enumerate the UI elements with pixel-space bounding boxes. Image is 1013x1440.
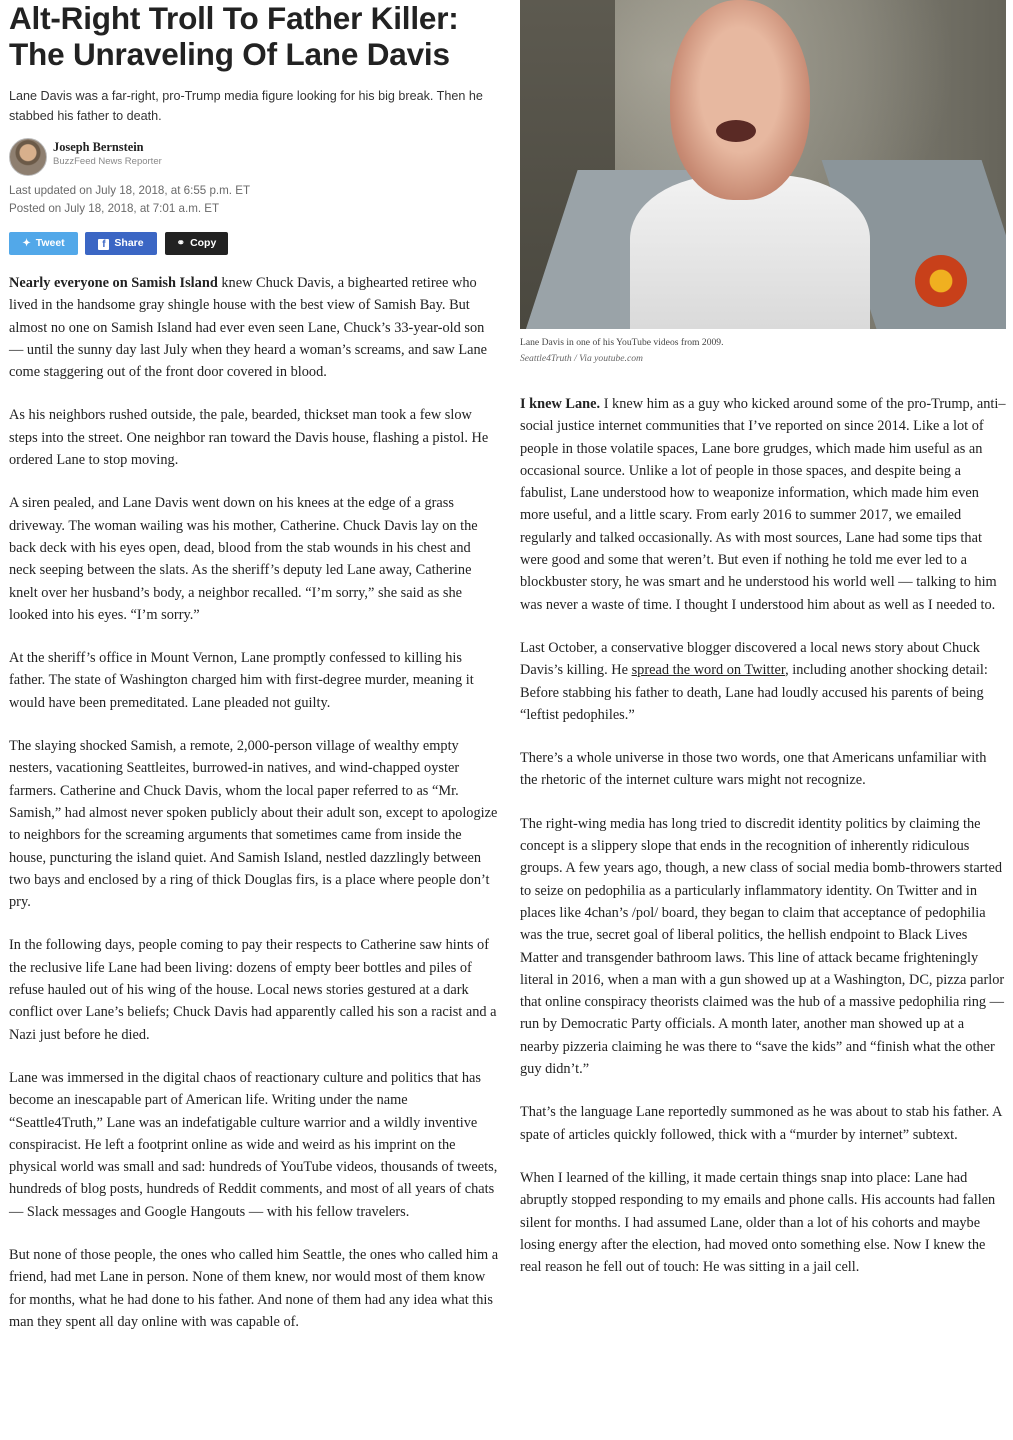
share-bar xyxy=(9,232,499,256)
paragraph-1 xyxy=(9,272,499,383)
paragraph-9-rest: I knew him as a guy who kicked around some of the pro-Trump, anti–social justice internet communities that I’ve reported on since 2014. Like a lot of people in those volatile spaces, Lane bore grudges, which made him useful as an occasional source. Unlike a lot of people in those spaces, and despite being a fabulist, Lane understood how to weaponize information, which made him even more useful, and a little scary. From early 2016 to summer 2017, we emailed regularly and talked occasionally. As with most sources, Lane had some tips that were good and some that weren’t. But even if nothing he told me ever led to a blockbuster story, he was smart and he understood his world well — talking to him was never a waste of time. I thought I understood him about as well as I needed to. xyxy=(520,396,1006,613)
share-label: Share xyxy=(114,237,144,249)
facebook-icon: f xyxy=(98,239,109,250)
timestamps xyxy=(9,182,499,218)
lede-text: Nearly everyone on Samish Island xyxy=(9,275,218,291)
paragraph-11: There’s a whole universe in those two words, one that Americans unfamiliar with the rhetoric of the internet culture wars might not recognize. xyxy=(520,750,987,789)
updated-timestamp: Last updated on July 18, 2018, at 6:55 p.m. ET xyxy=(9,184,251,197)
twitter-bird-icon: ✦ xyxy=(22,238,31,249)
paragraph-13: That’s the language Lane reportedly summoned as he was about to stab his father. A spate of articles quickly followed, thick with a “murder by internet” subtext. xyxy=(520,1104,1002,1143)
paragraph-1-rest: knew Chuck Davis, a bighearted retiree who lived in the handsome gray shingle house with the best view of Samish Bay. But almost no one on Samish Island had ever even seen Lane, Chuck’s 33-year-old son — until the sunny day last July when they heard a woman’s screams, and saw Lane come staggering out of the front door covered in blood. xyxy=(9,275,488,381)
article-body-left xyxy=(9,272,499,1333)
tweet-button[interactable] xyxy=(9,232,78,255)
caption-text: Lane Davis in one of his YouTube videos from 2009. xyxy=(520,337,724,348)
link-chain-icon: ⚭ xyxy=(176,238,186,249)
paragraph-7: Lane was immersed in the digital chaos of reactionary culture and politics that has become an inescapable part of American life. Writing under the name “Seattle4Truth,” Lane was an indefatigable culture warrior and a wildly inventive conspiracist. He left a footprint online as wide and weird as his imprint on the physical world was small and sad: hundreds of YouTube videos, thousands of tweets, hundreds of blog posts, hundreds of Reddit comments, and most of all years of chats — Slack messages and Google Hangouts — with his fellow travelers. xyxy=(9,1069,498,1220)
copy-link-button[interactable] xyxy=(165,232,228,255)
paragraph-10 xyxy=(520,637,1006,726)
author-role: BuzzFeed News Reporter xyxy=(53,156,162,167)
paragraph-9 xyxy=(520,393,1006,616)
paragraph-5: The slaying shocked Samish, a remote, 2,000-person village of wealthy empty nesters, vacationing Seattleites, burrowed-in natives, and wind-chapped oyster farmers. Catherine and Chuck Davis, whom the local paper referred to as “Mr. Samish,” had almost never spoken publicly about their adult son, except to apologize to neighbors for the screaming arguments that sometimes came from inside the house, puncturing the island quiet. And Samish Island, nestled dazzlingly between two bays and enclosed by a ring of thick Douglas firs, is a place where people don’t pry. xyxy=(9,738,498,911)
paragraph-10-b: , including another shocking detail: Before stabbing his father to death, Lane had loudly accused his parents of being “leftist pedophiles.” xyxy=(520,662,988,723)
tweet-label: Tweet xyxy=(35,237,65,249)
right-column xyxy=(520,0,1006,1299)
left-column xyxy=(9,0,499,1354)
author-avatar[interactable] xyxy=(9,138,47,176)
article-body-right xyxy=(520,393,1006,1278)
photo-caption xyxy=(520,335,1006,367)
section-lede: I knew Lane. xyxy=(520,396,601,412)
article-photo[interactable] xyxy=(520,0,1006,329)
photo-credit[interactable]: Seattle4Truth / Via youtube.com xyxy=(520,353,643,364)
paragraph-14: When I learned of the killing, it made certain things snap into place: Lane had abruptly stopped responding to my emails and phone calls. His accounts had fallen silent for months. I had assumed Lane, older than a lot of his cohorts and maybe losing energy after the election, had moved onto something else. Now I knew the real reason he fell out of touch: He was sitting in a jail cell. xyxy=(520,1169,996,1276)
paragraph-4: At the sheriff’s office in Mount Vernon, Lane promptly confessed to killing his father. The state of Washington charged him with first-degree murder, meaning it would have been premeditated. Lane pleaded not guilty. xyxy=(9,650,474,711)
paragraph-12: The right-wing media has long tried to discredit identity politics by claiming the concept is a slippery slope that ends in the recognition of inherently ridiculous groups. A few years ago, though, a new class of social media bomb-throwers started to seize on pedophilia as a particularly inflammatory identity. On Twitter and in places like 4chan’s /pol/ board, they began to claim that acceptance of pedophilia was the true, secret goal of liberal politics, the hellish endpoint to Black Lives Matter and transgender bathroom laws. This line of attack became frighteningly literal in 2016, when a man with a gun showed up at a Washington, DC, pizza parlor that online conspiracy theorists claimed was the hub of a massive pedophilia ring — run by Democratic Party officials. A month later, another man showed up at a nearby pizzeria claiming he was there to “save the kids” and “finish what the other guy didn’t.” xyxy=(520,815,1005,1078)
article-title: Alt-Right Troll To Father Killer: The Unraveling Of Lane Davis xyxy=(9,0,459,72)
paragraph-3: A siren pealed, and Lane Davis went down on his knees at the edge of a grass driveway. The woman wailing was his mother, Catherine. Chuck Davis lay on the back deck with his eyes open, dead, blood from the stab wounds in his chest and neck seeping between the slats. As the sheriff’s deputy led Lane away, Catherine knelt over her husband’s body, a neighbor recalled. “I’m sorry,” she said as she looked into his eyes. “I’m sorry.” xyxy=(9,495,478,623)
article-dek: Lane Davis was a far-right, pro-Trump media figure looking for his big break. Then he stabbed his father to death. xyxy=(9,89,483,123)
byline xyxy=(9,138,499,178)
paragraph-8: But none of those people, the ones who called him Seattle, the ones who called him a friend, had met Lane in person. None of them knew, nor would most of them know for months, what he had done to his father. And none of them had any idea what this man they spent all day online with was capable of. xyxy=(9,1246,499,1330)
twitter-link[interactable]: spread the word on Twitter xyxy=(631,662,786,679)
facebook-share-button[interactable] xyxy=(85,232,157,255)
paragraph-6: In the following days, people coming to pay their respects to Catherine saw hints of the reclusive life Lane had been living: dozens of empty beer bottles and piles of refuse hauled out of his wing of the house. Local news stories gestured at a dark conflict over Lane’s beliefs; Chuck Davis had apparently called his son a racist and a Nazi just before he died. xyxy=(9,937,497,1043)
paragraph-2: As his neighbors rushed outside, the pale, bearded, thickset man took a few slow steps into the street. One neighbor ran toward the Davis house, flashing a pistol. He ordered Lane to stop moving. xyxy=(9,407,489,469)
paragraph-10-a: Last October, a conservative blogger discovered a local news story about Chuck Davis’s killing. He xyxy=(520,639,980,679)
author-name[interactable]: Joseph Bernstein xyxy=(53,140,144,154)
posted-timestamp: Posted on July 18, 2018, at 7:01 a.m. ET xyxy=(9,202,220,215)
copy-label: Copy xyxy=(190,237,217,249)
